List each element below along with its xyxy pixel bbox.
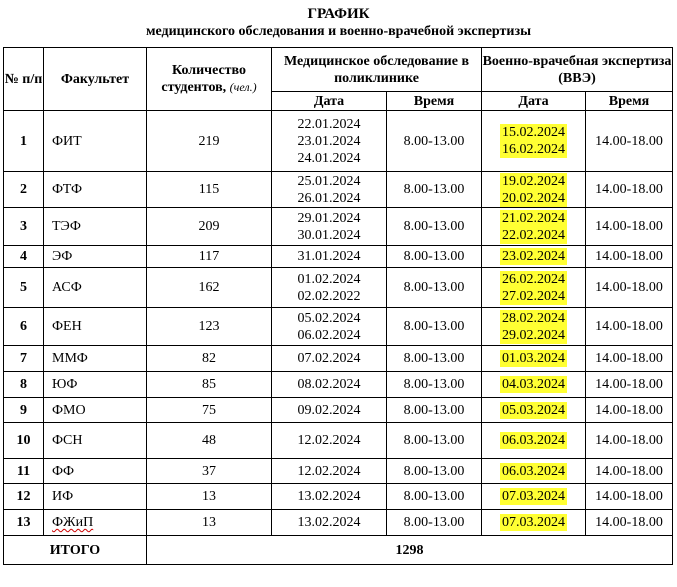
row-vve-time: 14.00-18.00 [586,111,673,172]
row-num: 9 [4,398,44,423]
row-vve-dates [482,372,586,398]
row-vve-time: 14.00-18.00 [586,246,673,268]
vve-date: 04.03.2024 [502,377,565,392]
row-faculty-text: ФЖиП [52,515,94,530]
row-num: 2 [4,172,44,208]
row-med-dates [272,268,387,308]
vve-date: 07.03.2024 [502,489,565,504]
row-faculty: ЮФ [44,372,147,398]
total-label: ИТОГО [4,536,147,565]
row-faculty: ФТФ [44,172,147,208]
row-vve-dates [482,484,586,510]
row-vve-dates [482,346,586,372]
row-med-dates [272,484,387,510]
row-count: 117 [147,246,272,268]
row-faculty: АСФ [44,268,147,308]
vve-date: 07.03.2024 [502,515,565,530]
med-date: 01.02.2024 [297,271,361,287]
row-count: 82 [147,346,272,372]
table-row [4,208,673,246]
row-num: 11 [4,459,44,484]
row-med-time: 8.00-13.00 [387,268,482,308]
row-vve-dates [482,208,586,246]
med-date: 29.01.2024 [297,210,361,226]
row-med-dates [272,423,387,459]
row-faculty: ММФ [44,346,147,372]
row-num: 10 [4,423,44,459]
row-vve-time: 14.00-18.00 [586,208,673,246]
row-vve-time: 14.00-18.00 [586,510,673,536]
med-date: 09.02.2024 [297,402,361,418]
row-vve-dates [482,423,586,459]
row-med-time: 8.00-13.00 [387,484,482,510]
header-num: № п/п [4,48,44,111]
row-vve-dates [482,510,586,536]
row-faculty: ФФ [44,459,147,484]
document-subtitle: медицинского обследования и военно-врачебной экспертизы [145,24,532,39]
row-med-dates [272,372,387,398]
row-faculty: ЭФ [44,246,147,268]
row-vve-time: 14.00-18.00 [586,308,673,346]
vve-date: 29.02.2024 [502,327,565,343]
row-faculty: ФСН [44,423,147,459]
row-count: 209 [147,208,272,246]
row-med-time: 8.00-13.00 [387,246,482,268]
row-num: 7 [4,346,44,372]
row-count: 13 [147,484,272,510]
vve-date: 28.02.2024 [502,310,565,326]
row-med-dates [272,308,387,346]
vve-date: 05.03.2024 [502,402,565,418]
row-vve-dates [482,246,586,268]
row-num: 13 [4,510,44,536]
med-date: 26.01.2024 [297,190,361,206]
med-date: 13.02.2024 [297,515,361,530]
table-row [4,423,673,459]
row-faculty: ФМО [44,398,147,423]
row-faculty [44,510,147,536]
med-date: 13.02.2024 [297,489,361,504]
vve-date: 06.03.2024 [502,433,565,448]
row-med-dates [272,111,387,172]
row-med-dates [272,346,387,372]
vve-date: 27.02.2024 [502,288,565,304]
header-students [147,48,272,111]
total-value: 1298 [147,536,673,565]
row-vve-time: 14.00-18.00 [586,346,673,372]
row-med-time: 8.00-13.00 [387,510,482,536]
row-count: 37 [147,459,272,484]
row-num: 8 [4,372,44,398]
med-date: 30.01.2024 [297,227,361,243]
med-date: 23.01.2024 [297,133,361,149]
row-faculty: ФИТ [44,111,147,172]
row-med-time: 8.00-13.00 [387,172,482,208]
vve-date: 20.02.2024 [502,190,565,206]
row-num: 4 [4,246,44,268]
table-row [4,484,673,510]
header-med-date: Дата [272,92,387,111]
vve-date: 15.02.2024 [502,125,565,140]
table-row [4,172,673,208]
header-vve-date: Дата [482,92,586,111]
med-date: 12.02.2024 [297,433,361,448]
row-vve-time: 14.00-18.00 [586,172,673,208]
vve-date: 21.02.2024 [502,210,565,226]
med-date: 22.01.2024 [297,116,361,132]
row-vve-dates [482,308,586,346]
row-vve-dates [482,268,586,308]
row-num: 1 [4,111,44,172]
header-faculty: Факультет [44,48,147,111]
row-num: 12 [4,484,44,510]
row-count: 115 [147,172,272,208]
row-vve-dates [482,172,586,208]
row-med-dates [272,208,387,246]
row-med-time: 8.00-13.00 [387,423,482,459]
row-vve-time: 14.00-18.00 [586,268,673,308]
row-med-time: 8.00-13.00 [387,308,482,346]
row-count: 123 [147,308,272,346]
row-med-dates [272,459,387,484]
row-vve-time: 14.00-18.00 [586,484,673,510]
vve-date: 26.02.2024 [502,271,565,287]
header-students-unit: (чел.) [229,80,257,94]
row-count: 162 [147,268,272,308]
vve-date: 22.02.2024 [502,227,565,243]
row-med-time: 8.00-13.00 [387,111,482,172]
row-num: 6 [4,308,44,346]
table-row [4,246,673,268]
med-date: 05.02.2024 [297,310,361,326]
row-faculty: ТЭФ [44,208,147,246]
row-count: 75 [147,398,272,423]
vve-date: 06.03.2024 [502,463,565,479]
row-med-time: 8.00-13.00 [387,346,482,372]
table-row [4,398,673,423]
row-med-dates [272,246,387,268]
header-medical: Медицинское обследование в поликлинике [272,48,482,92]
schedule-table [3,47,673,565]
row-num: 5 [4,268,44,308]
row-med-dates [272,398,387,423]
row-vve-time: 14.00-18.00 [586,423,673,459]
table-row [4,510,673,536]
row-vve-time: 14.00-18.00 [586,372,673,398]
med-date: 02.02.2022 [297,288,361,304]
header-students-label: Количество студентов, [161,63,247,95]
row-count: 48 [147,423,272,459]
row-med-time: 8.00-13.00 [387,372,482,398]
row-count: 219 [147,111,272,172]
med-date: 08.02.2024 [297,377,361,392]
row-vve-time: 14.00-18.00 [586,398,673,423]
vve-date: 23.02.2024 [502,249,565,264]
row-num: 3 [4,208,44,246]
row-count: 13 [147,510,272,536]
row-faculty: ИФ [44,484,147,510]
table-row [4,111,673,172]
med-date: 06.02.2024 [297,327,361,343]
table-row [4,308,673,346]
header-vve-time: Время [586,92,673,111]
row-vve-dates [482,459,586,484]
table-row [4,372,673,398]
row-vve-dates [482,398,586,423]
table-body [4,111,673,536]
med-date: 12.02.2024 [297,463,361,479]
med-date: 31.01.2024 [297,249,361,264]
row-med-dates [272,172,387,208]
row-faculty: ФЕН [44,308,147,346]
document-title: ГРАФИК [307,6,370,22]
row-vve-time: 14.00-18.00 [586,459,673,484]
med-date: 25.01.2024 [297,173,361,189]
vve-date: 01.03.2024 [502,351,565,366]
table-row [4,268,673,308]
row-med-time: 8.00-13.00 [387,208,482,246]
row-med-time: 8.00-13.00 [387,459,482,484]
row-count: 85 [147,372,272,398]
row-med-time: 8.00-13.00 [387,398,482,423]
vve-date: 16.02.2024 [502,142,565,157]
med-date: 07.02.2024 [297,351,361,366]
table-row [4,346,673,372]
header-med-time: Время [387,92,482,111]
table-row [4,459,673,484]
med-date: 24.01.2024 [297,150,361,166]
row-vve-dates [482,111,586,172]
vve-date: 19.02.2024 [502,173,565,189]
header-vve: Военно-врачебная экспертиза (ВВЭ) [482,48,673,92]
row-med-dates [272,510,387,536]
